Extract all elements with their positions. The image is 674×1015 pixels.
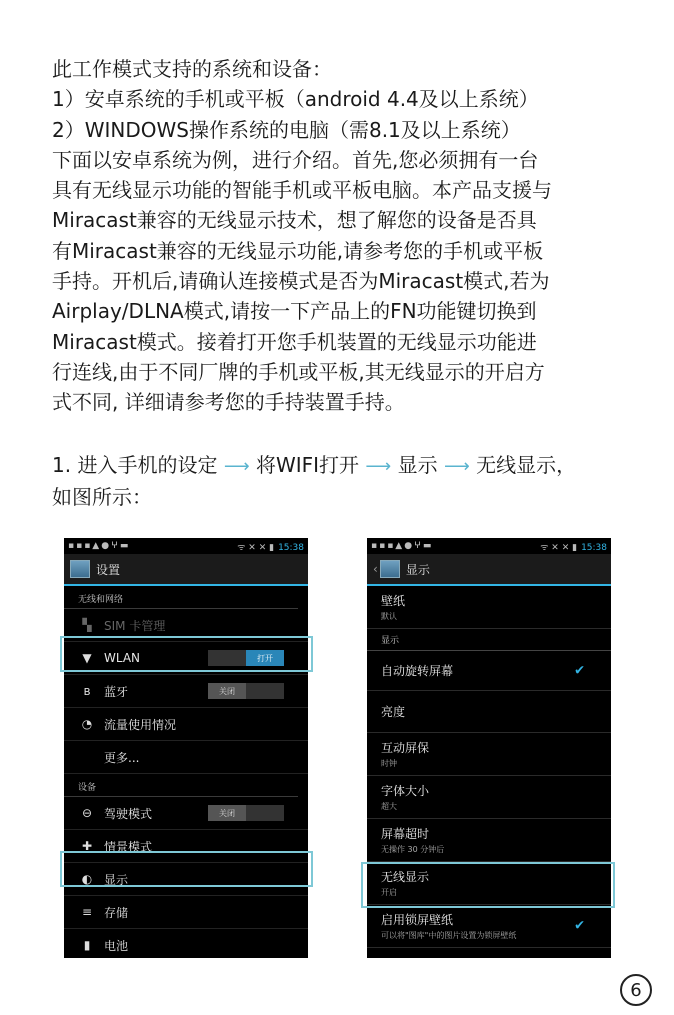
text-line: 2）WINDOWS操作系统的电脑（需8.1及以上系统） [52,117,521,142]
highlight-wireless-display [361,862,615,908]
bluetooth-icon: ʙ [83,684,91,698]
arrow-right-icon: ⟶ [365,456,392,477]
step-wireless-display: 无线显示， [476,453,577,477]
toggle-right [246,805,284,821]
display-item-lock-wallpaper[interactable] [367,905,611,948]
arrow-right-icon: ⟶ [223,456,250,477]
lock-wallpaper-sub: 可以将"图库"中的图片设置为锁屏壁纸 [381,931,517,940]
status-bar [367,538,611,554]
text-line: 1）安卓系统的手机或平板（android 4.4及以上系统） [52,87,539,112]
display-item-auto-rotate[interactable] [367,651,611,691]
settings-title: 设置 [96,562,121,577]
highlight-wlan [60,636,313,672]
clock: 15:38 [581,542,607,553]
font-size-label: 字体大小 [381,784,430,798]
storage-icon: ≡ [81,905,93,919]
display-item-wallpaper[interactable] [367,586,611,629]
settings-item-data-usage[interactable] [64,708,308,741]
system-icons: ᯤ ✕ ✕ ▮ 15:38 [540,542,607,553]
brightness-label: 亮度 [381,705,406,719]
battery-icon: ▮ [83,938,91,952]
scene-icon: ✚ [81,839,93,853]
text-line: 行连线,由于不同厂牌的手机或平板,其无线显示的开启方 [52,359,545,384]
sleep-sub: 无操作 30 分钟后 [381,845,445,854]
checkbox-checked-icon[interactable]: ✔ [574,663,585,678]
text-line: Miracast兼容的无线显示技术，想了解您的设备是否具 [52,208,537,233]
display-label: 显示 [104,872,129,887]
arrow-right-icon: ⟶ [443,456,470,477]
storage-label: 存储 [104,905,129,920]
daydream-sub: 时钟 [381,759,397,768]
driving-label: 驾驶模式 [104,806,153,821]
wlan-toggle-label: 打开 [246,650,284,666]
bluetooth-toggle-label: 关闭 [208,683,246,699]
text-line: 式不同, 详细请参考您的手持装置手持。 [52,390,405,415]
settings-item-storage[interactable] [64,896,308,929]
intro-paragraph [52,54,632,418]
data-usage-icon: ◔ [81,717,93,731]
section-device: 设备 [64,774,298,797]
wifi-icon: ▼ [82,651,92,665]
page-number: 6 [620,974,652,1006]
settings-item-battery[interactable] [64,929,308,958]
wireless-display-sub: 开启 [381,888,397,897]
driving-toggle[interactable] [208,805,284,821]
battery-label: 电池 [104,938,129,953]
text-line: 有Miracast兼容的无线显示功能,请参考您的手机或平板 [52,238,544,263]
highlight-display [60,851,313,887]
back-chevron-icon[interactable]: ‹ [373,562,378,576]
wallpaper-sub: 默认 [381,612,397,621]
sleep-label: 屏幕超时 [381,827,430,841]
clock: 15:38 [278,542,304,553]
step-wifi: 将WIFI打开 [255,453,360,477]
driving-icon: ⊖ [81,806,93,820]
scene-label: 情景模式 [104,839,153,854]
status-bar [64,538,308,554]
notification-icons: ▪▪▪▲●ⵖ▬ [68,541,131,551]
display-item-daydream[interactable] [367,733,611,776]
system-icons: ᯤ ✕ ✕ ▮ 15:38 [237,542,304,553]
section-wireless: 无线和网络 [64,586,298,609]
wallpaper-label: 壁纸 [381,594,406,608]
lock-wallpaper-label: 启用锁屏壁纸 [381,913,454,927]
text-line: Airplay/DLNA模式,请按一下产品上的FN功能键切换到 [52,299,537,324]
display-icon: ◐ [81,872,93,886]
step-display: 显示 [397,453,438,477]
settings-app-icon [70,560,90,578]
wlan-label: WLAN [104,651,141,665]
wireless-display-label: 无线显示 [381,870,430,884]
display-item-brightness[interactable] [367,691,611,733]
settings-item-more[interactable] [64,741,308,774]
daydream-label: 互动屏保 [381,741,430,755]
settings-item-driving[interactable] [64,797,308,830]
display-item-sleep[interactable] [367,819,611,862]
bluetooth-label: 蓝牙 [104,684,129,699]
step-instruction [52,450,632,512]
text-line: 具有无线显示功能的智能手机或平板电脑。本产品支援与 [52,178,552,203]
step-line2: 如图所示： [52,485,152,509]
settings-action-bar [64,554,308,586]
sim-label: SIM 卡管理 [104,618,166,633]
driving-toggle-label: 关闭 [208,805,246,821]
text-line: 手持。开机后,请确认连接模式是否为Miracast模式,若为 [52,269,550,294]
sim-card-icon: ▚ [82,618,92,632]
auto-rotate-label: 自动旋转屏幕 [381,664,454,678]
settings-item-bluetooth[interactable] [64,675,308,708]
step-prefix: 1. 进入手机的设定 [52,453,218,477]
text-line: 下面以安卓系统为例，进行介绍。首先,您必须拥有一台 [52,147,539,172]
settings-screenshot [64,538,308,958]
display-item-font-size[interactable] [367,776,611,819]
settings-app-icon [380,560,400,578]
font-size-sub: 超大 [381,802,397,811]
display-action-bar[interactable] [367,554,611,586]
data-usage-label: 流量使用情况 [104,717,177,732]
section-display: 显示 [367,629,611,651]
toggle-right [246,683,284,699]
checkbox-checked-icon[interactable]: ✔ [574,918,585,934]
display-title: 显示 [405,562,430,577]
notification-icons: ▪▪▪▲●ⵖ▬ [371,541,434,551]
text-line: 此工作模式支持的系统和设备： [52,57,332,81]
more-label: 更多... [104,750,140,765]
bluetooth-toggle[interactable] [208,683,284,699]
text-line: Miracast模式。接着打开您手机装置的无线显示功能进 [52,329,537,354]
